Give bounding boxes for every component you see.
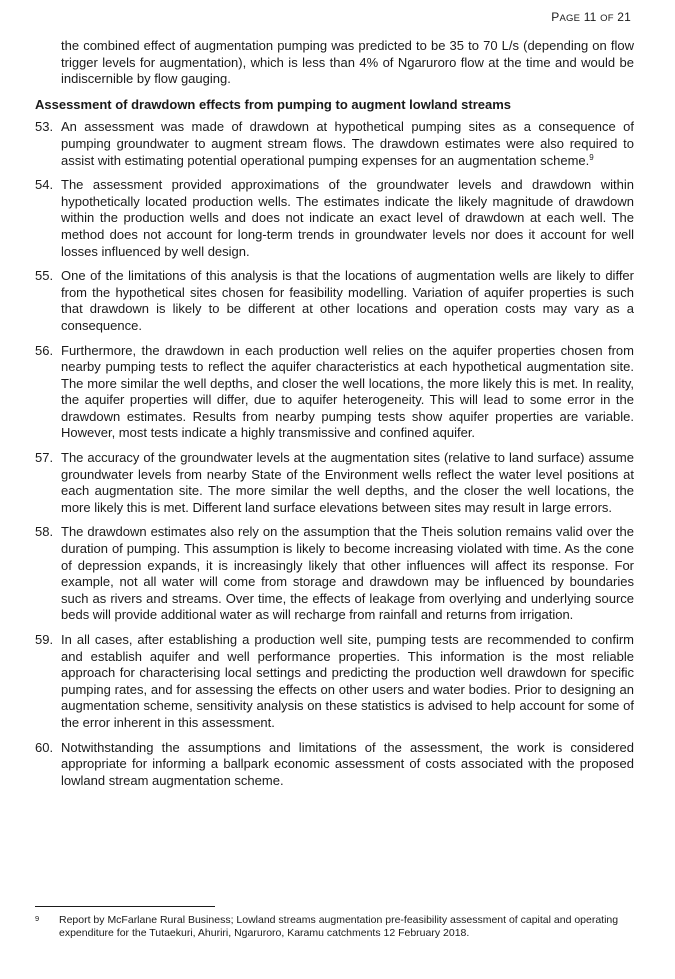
paragraph-text bbox=[61, 632, 634, 732]
numbered-paragraph bbox=[35, 119, 634, 169]
paragraph-text bbox=[61, 740, 634, 790]
footnote-reference: 9 bbox=[589, 152, 594, 162]
paragraph-number: 56. bbox=[35, 342, 54, 358]
footnote-mark: 9 bbox=[35, 914, 40, 923]
paragraph-body: One of the limitations of this analysis is that the locations of augmentation wells are likely to differ from the hypothetical sites chosen for feasibility modelling. Variation of aquifer properties is such that drawdown is likely to be different at other locations and operation costs may vary as a consequence. bbox=[61, 268, 634, 333]
document-body bbox=[35, 38, 634, 797]
numbered-paragraph bbox=[35, 177, 634, 260]
paragraph-text bbox=[61, 119, 634, 169]
numbered-paragraph bbox=[35, 632, 634, 732]
paragraph-body: Furthermore, the drawdown in each production well relies on the aquifer properties chosen from nearby pumping tests to reflect the aquifer characteristics at each hypothetical augmentation site. The more similar the well depths, and closer the well locations, the more likely this is met. In reality, the aquifer properties will differ, due to aquifer heterogeneity. This will lead to some error in the drawdown estimates. Results from nearby pumping tests show aquifer properties are variable. However, most tests indicate a highly transmissive and confined aquifer. bbox=[61, 342, 634, 441]
paragraph-body: An assessment was made of drawdown at hypothetical pumping sites as a consequence of pumping groundwater to augment stream flows. The drawdown estimates were also required to assist with estimating potential operational pumping expenses for an augmentation scheme. bbox=[61, 119, 634, 168]
paragraph-number: 57. bbox=[35, 450, 54, 466]
page-current: 11 bbox=[583, 10, 597, 24]
paragraph-number: 59. bbox=[35, 632, 54, 647]
page-total: 21 bbox=[617, 10, 631, 24]
paragraph-body: In all cases, after establishing a production well site, pumping tests are recommended to confirm and establish aquifer and well performance properties. This information is the most reliable approach for characterising local settings and predicting the production well drawdown for specific pumping rates, and for assessing the effects on other users and water bodies. Prior to designing an augmentation scheme, sensitivity analysis on these statistics is advised to help account for some of the error inherent in this assessment. bbox=[61, 632, 634, 730]
continuation-paragraph: the combined effect of augmentation pumping was predicted to be 35 to 70 L/s (depending on flow trigger levels for augmentation), which is less than 4% of Ngaruroro flow at the time and would be indiscernible by flow gauging. bbox=[61, 38, 634, 87]
numbered-paragraph bbox=[35, 450, 634, 516]
paragraph-text bbox=[61, 524, 634, 624]
numbered-paragraph bbox=[35, 268, 634, 334]
numbered-paragraph bbox=[35, 343, 634, 443]
paragraph-text bbox=[61, 268, 634, 334]
paragraph-number: 55. bbox=[35, 268, 54, 284]
footnote-text: Report by McFarlane Rural Business; Lowland streams augmentation pre-feasibility assessment of capital and operating expenditure for the Tutaekuri, Ahuriri, Ngaruroro, Karamu catchments 12 February 2018. bbox=[59, 914, 619, 939]
paragraph-text bbox=[61, 450, 634, 516]
footnote bbox=[35, 914, 635, 940]
paragraph-number: 53. bbox=[35, 119, 54, 135]
page-number bbox=[551, 10, 631, 24]
paragraph-body: The drawdown estimates also rely on the assumption that the Theis solution remains valid over the duration of pumping. This assumption is likely to become increasing violated with time. As the cone of depression expands, it is increasingly likely that other influences will affect its response. For example, not all water will come from storage and drawdown may be influenced by boundaries such as rivers and streams. Over time, the effects of leakage from overlying and underlying source beds will provide additional water as will recharge from rainfall and returns from irrigation. bbox=[61, 524, 634, 623]
paragraph-number: 54. bbox=[35, 177, 54, 193]
numbered-paragraph-list bbox=[35, 119, 634, 789]
numbered-paragraph bbox=[35, 740, 634, 790]
section-heading: Assessment of drawdown effects from pumping to augment lowland streams bbox=[35, 96, 512, 112]
paragraph-text bbox=[61, 343, 634, 443]
page-word-rest: AGE bbox=[559, 13, 581, 24]
paragraph-body: The assessment provided approximations of the groundwater levels and drawdown within hypothetically located production wells. The estimates indicate the likely magnitude of drawdown within the production wells and does not indicate an exact level of drawdown at each well. The method does not account for long-term trends in groundwater levels nor does it account for well losses influenced by well design. bbox=[61, 177, 634, 259]
page-of: OF bbox=[600, 13, 614, 24]
page-word-initial: P bbox=[551, 10, 560, 24]
paragraph-body: Notwithstanding the assumptions and limitations of the assessment, the work is considered appropriate for informing a ballpark economic assessment of costs associated with the proposed lowland stream augmentation scheme. bbox=[61, 739, 634, 788]
paragraph-number: 58. bbox=[35, 524, 54, 540]
numbered-paragraph bbox=[35, 524, 634, 624]
paragraph-number: 60. bbox=[35, 739, 54, 755]
paragraph-body: The accuracy of the groundwater levels at the augmentation sites (relative to land surface) assume groundwater levels from nearby State of the Environment wells reflect the water level positions at each augmentation site. The more similar the well depths, and the closer the well locations, the more likely this is met. Different land surface elevations between sites may result in large errors. bbox=[61, 450, 634, 515]
footnote-divider bbox=[35, 906, 215, 907]
paragraph-text bbox=[61, 177, 634, 260]
